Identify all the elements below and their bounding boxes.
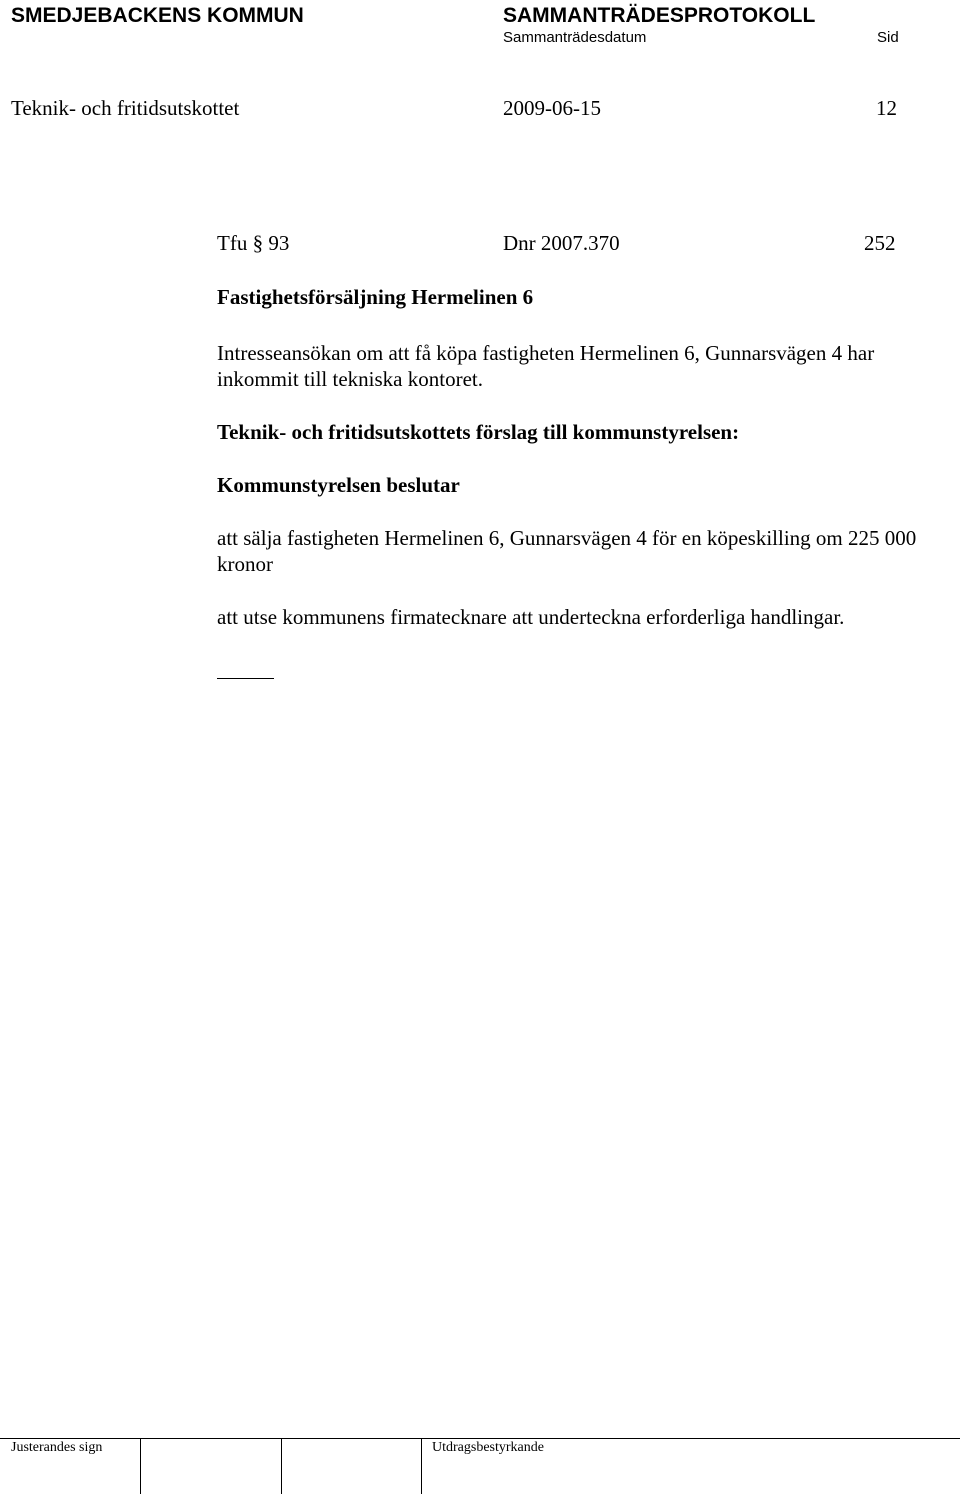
decision-heading: Kommunstyrelsen beslutar bbox=[217, 473, 460, 497]
footer-cell-divider bbox=[140, 1438, 141, 1494]
section-reference: Tfu § 93 bbox=[217, 231, 290, 255]
meeting-date: 2009-06-15 bbox=[503, 96, 601, 120]
page-label: Sid bbox=[877, 29, 899, 46]
item-subject: Fastighetsförsäljning Hermelinen 6 bbox=[217, 285, 534, 309]
document-type: SAMMANTRÄDESPROTOKOLL bbox=[503, 4, 816, 27]
end-of-item-rule bbox=[217, 678, 274, 679]
committee-name: Teknik- och fritidsutskottet bbox=[11, 96, 240, 120]
adjusters-sign-label: Justerandes sign bbox=[11, 1440, 103, 1455]
meeting-date-label: Sammanträdesdatum bbox=[503, 29, 647, 46]
page-number: 12 bbox=[876, 96, 897, 120]
case-number: 252 bbox=[864, 231, 896, 255]
decision-point-2: att utse kommunens firmatecknare att underteckna erforderliga handlingar. bbox=[217, 605, 845, 629]
footer-cell-divider bbox=[281, 1438, 282, 1494]
footer-divider bbox=[0, 1438, 960, 1439]
item-description: Intresseansökan om att få köpa fastigheten Hermelinen 6, Gunnarsvägen 4 har inkommit till tekniska kontoret. bbox=[217, 341, 875, 391]
extract-certification-label: Utdragsbestyrkande bbox=[432, 1440, 544, 1455]
decision-point-1: att sälja fastigheten Hermelinen 6, Gunnarsvägen 4 för en köpeskilling om 225 000 kronor bbox=[217, 526, 917, 576]
footer-cell-divider bbox=[421, 1438, 422, 1494]
diary-number: Dnr 2007.370 bbox=[503, 231, 620, 255]
proposal-heading: Teknik- och fritidsutskottets förslag till kommunstyrelsen: bbox=[217, 420, 740, 444]
organization-name: SMEDJEBACKENS KOMMUN bbox=[11, 4, 304, 27]
